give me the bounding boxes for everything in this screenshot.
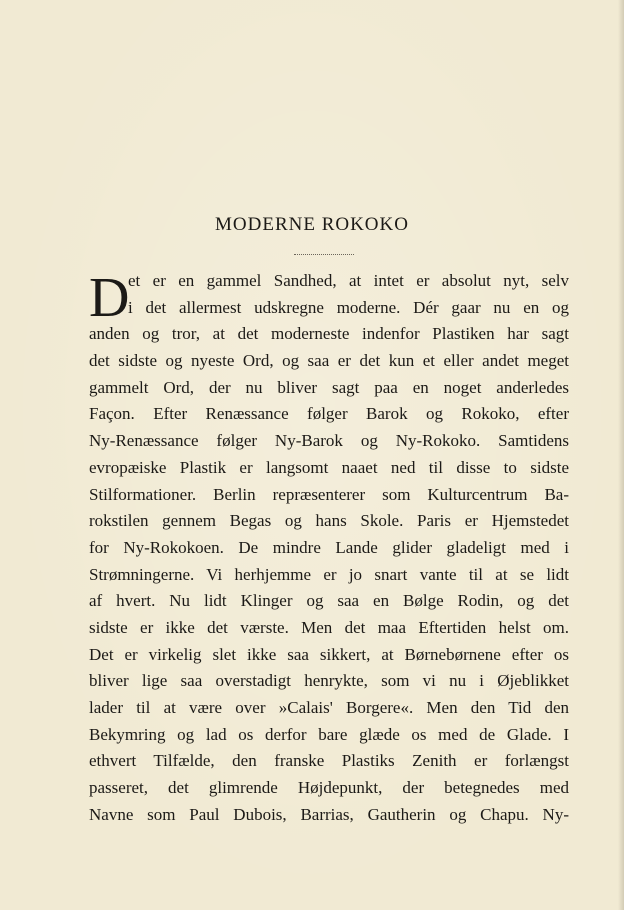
text-line: af hvert. Nu lidt Klinger og saa en Bølge Rodin, og det — [89, 591, 569, 611]
chapter-title: MODERNE ROKOKO — [215, 214, 409, 235]
text-line: Strømningerne. Vi herhjemme er jo snart vante til at se lidt — [89, 564, 569, 584]
text-line: bliver lige saa overstadigt henrykte, som vi nu i Øjeblikket — [89, 671, 569, 691]
text-line: Façon. Efter Renæssance følger Barok og Rokoko, efter — [89, 404, 569, 424]
text-line: lader til at være over »Calais' Borgere«. Men den Tid den — [89, 698, 569, 717]
text-line: i det allermest udskregne moderne. Dér gaar nu en og — [128, 297, 569, 317]
text-line: gammelt Ord, der nu bliver sagt paa en noget anderledes — [89, 377, 569, 397]
text-line: passeret, det glimrende Højdepunkt, der betegnedes med — [89, 778, 569, 798]
page-edge-shadow — [618, 0, 624, 910]
body-text — [89, 268, 569, 828]
text-line: evropæiske Plastik er langsomt naaet ned til disse to sidste — [89, 457, 569, 477]
drop-cap: D — [89, 267, 130, 329]
text-line: sidste er ikke det værste. Men det maa Eftertiden helst om. — [89, 617, 569, 637]
text-line: rokstilen gennem Begas og hans Skole. Paris er Hjemstedet — [89, 511, 569, 531]
text-line: det sidste og nyeste Ord, og saa er det kun et eller andet meget — [89, 351, 569, 371]
text-line: anden og tror, at det moderneste indenfor Plastiken har sagt — [89, 324, 569, 344]
text-line: Ny-Renæssance følger Ny-Barok og Ny-Rokoko. Samtidens — [89, 431, 569, 451]
text-line: Stilformationer. Berlin repræsenterer som Kulturcentrum Ba- — [89, 484, 569, 504]
text-line: Bekymring og lad os derfor bare glæde os med de Glade. I — [89, 724, 569, 744]
text-line: ethvert Tilfælde, den franske Plastiks Zenith er forlængst — [89, 751, 569, 771]
text-line: Det er virkelig slet ikke saa sikkert, at Børnebørnene efter os — [89, 644, 569, 664]
text-line: for Ny-Rokokoen. De mindre Lande glider gladeligt med i — [89, 537, 569, 557]
title-dotted-rule — [294, 254, 354, 255]
text-line: Navne som Paul Dubois, Barrias, Gautherin og Chapu. Ny- — [89, 804, 569, 824]
text-line: et er en gammel Sandhed, at intet er absolut nyt, selv — [128, 271, 569, 290]
